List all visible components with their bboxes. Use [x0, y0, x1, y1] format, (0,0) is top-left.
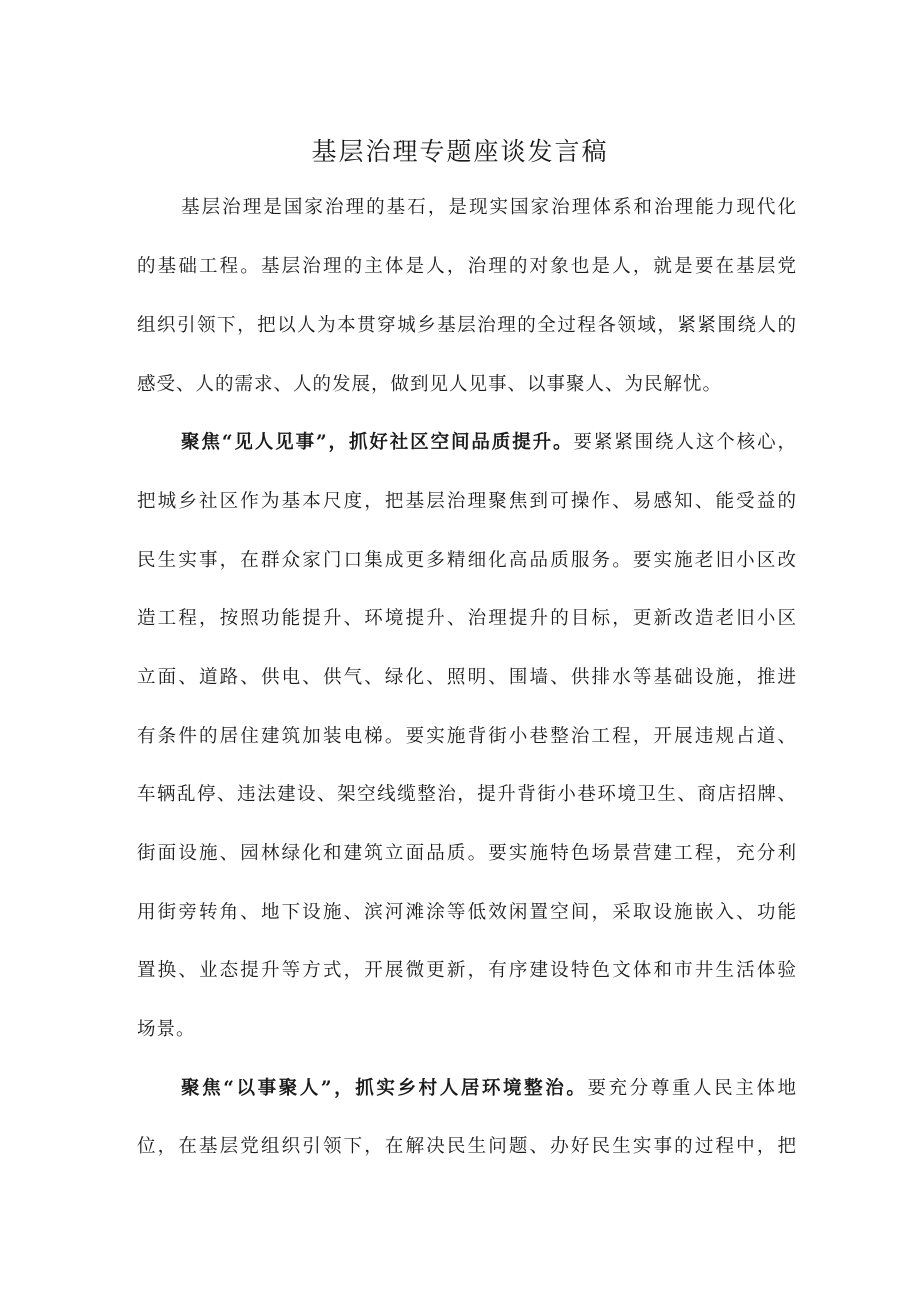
paragraph-1-line-2: 的基础工程。基层治理的主体是人，治理的对象也是人，就是要在基层党: [137, 256, 797, 277]
paragraph-2-line-6: 有条件的居住建筑加装电梯。要实施背街小巷整治工程，开展违规占道、: [137, 726, 797, 747]
paragraph-3-line-1-text: 要充分尊重人民主体地: [587, 1078, 797, 1099]
paragraph-2-line-11: 场景。: [137, 1019, 196, 1040]
paragraph-2-line-3: 民生实事，在群众家门口集成更多精细化高品质服务。要实施老旧小区改: [137, 550, 797, 571]
paragraph-3-heading: 聚焦“以事聚人”，抓实乡村人居环境整治。: [181, 1078, 588, 1099]
paragraph-2-line-10: 置换、业态提升等方式，开展微更新，有序建设特色文体和市井生活体验: [137, 960, 797, 981]
paragraph-1-line-1: 基层治理是国家治理的基石，是现实国家治理体系和治理能力现代化: [181, 197, 797, 218]
paragraph-2-line-1-text: 要紧紧围绕人这个核心，: [573, 432, 797, 453]
paragraph-3-line-2: 位，在基层党组织引领下，在解决民生问题、办好民生实事的过程中，把: [137, 1136, 797, 1157]
document-title: 基层治理专题座谈发言稿: [311, 137, 609, 166]
paragraph-2-line-8: 街面设施、园林绿化和建筑立面品质。要实施特色场景营建工程，充分利: [137, 843, 797, 864]
paragraph-2-line-5: 立面、道路、供电、供气、绿化、照明、围墙、供排水等基础设施，推进: [137, 667, 797, 688]
paragraph-2-line-1: [181, 428, 797, 458]
paragraph-2-line-2: 把城乡社区作为基本尺度，把基层治理聚焦到可操作、易感知、能受益的: [137, 491, 797, 512]
paragraph-2-line-7: 车辆乱停、违法建设、架空线缆整治，提升背街小巷环境卫生、商店招牌、: [137, 784, 797, 805]
paragraph-2-line-4: 造工程，按照功能提升、环境提升、治理提升的目标，更新改造老旧小区: [137, 608, 797, 629]
paragraph-1-line-4: 感受、人的需求、人的发展，做到见人见事、以事聚人、为民解忧。: [137, 374, 723, 395]
paragraph-1-line-3: 组织引领下，把以人为本贯穿城乡基层治理的全过程各领域，紧紧围绕人的: [137, 315, 797, 336]
paragraph-2-heading: 聚焦“见人见事”，抓好社区空间品质提升。: [181, 432, 574, 453]
paragraph-3-line-1: [181, 1074, 797, 1104]
paragraph-2-line-9: 用街旁转角、地下设施、滨河滩涂等低效闲置空间，采取设施嵌入、功能: [137, 902, 797, 923]
